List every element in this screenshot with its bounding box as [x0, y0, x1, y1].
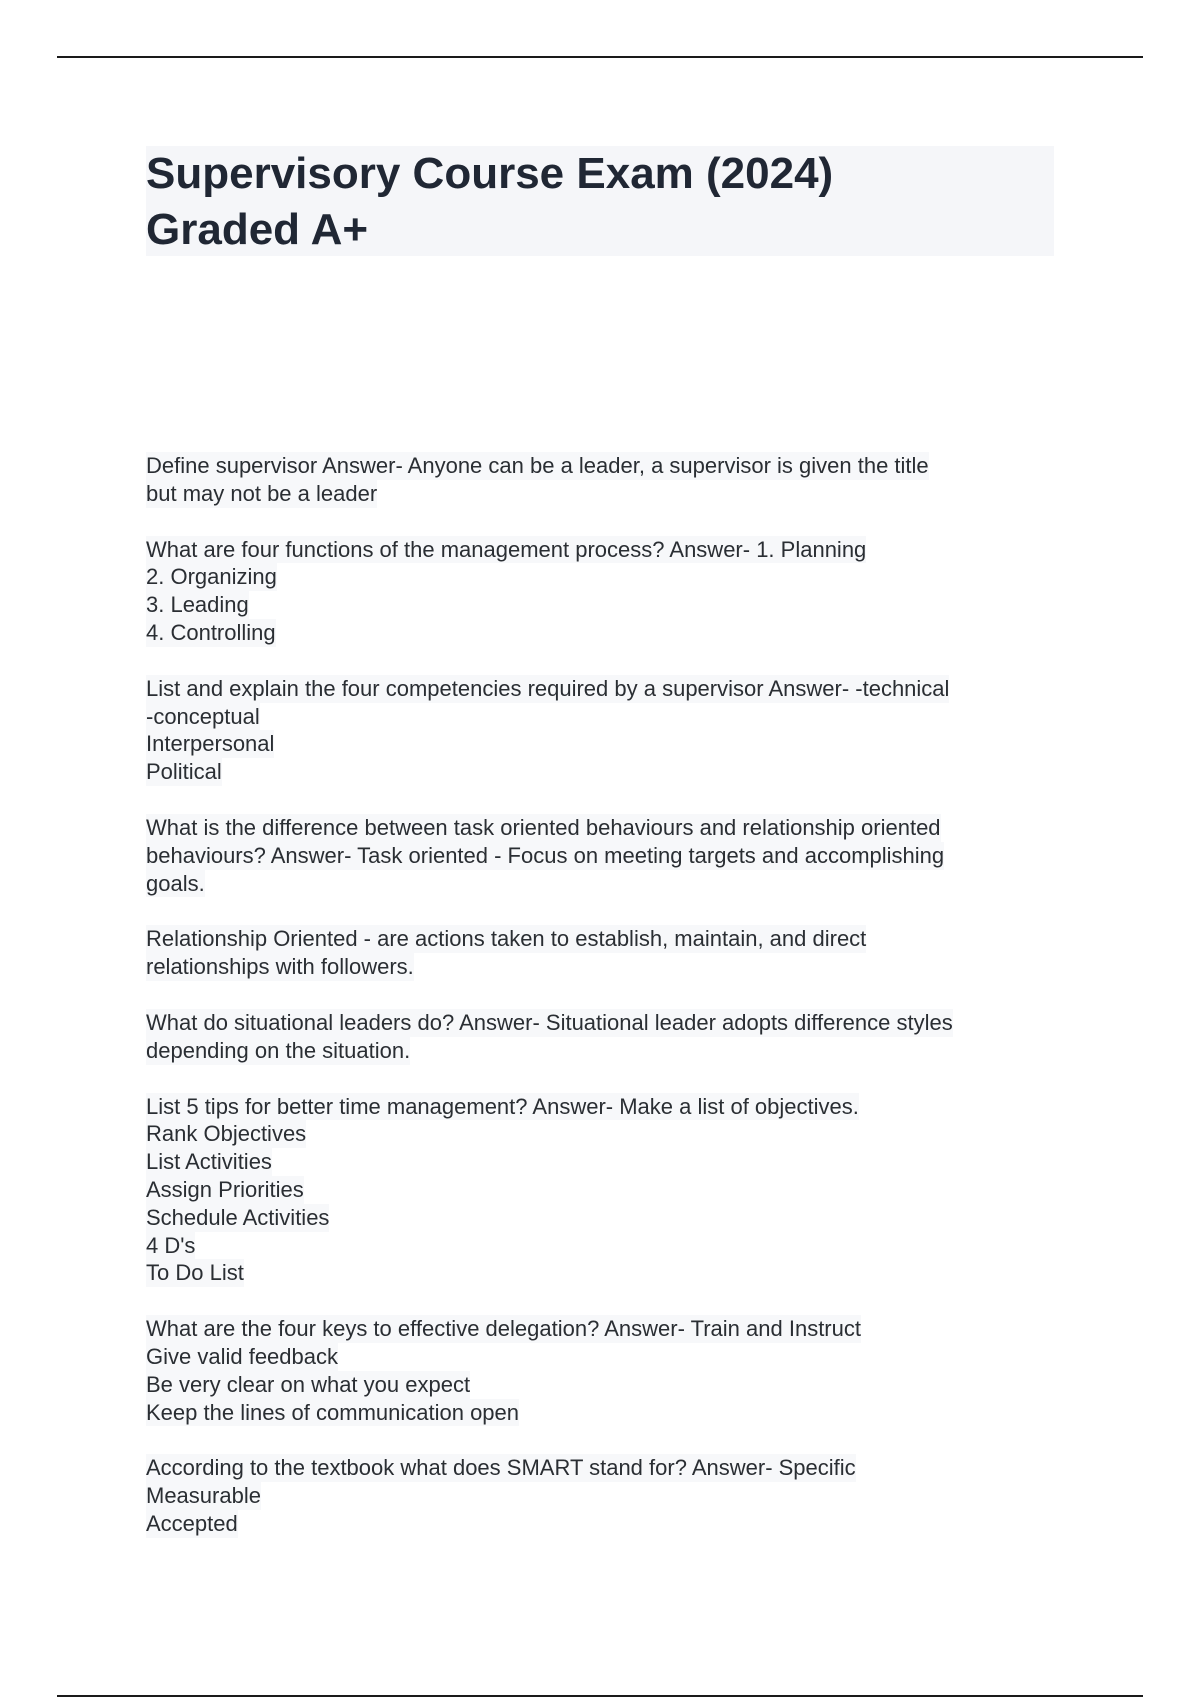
qa-line: Schedule Activities — [146, 1204, 330, 1230]
qa-line: What do situational leaders do? Answer- Situational leader adopts difference styles — [146, 1009, 953, 1035]
qa-line: List and explain the four competencies required by a supervisor Answer- -technical — [146, 675, 950, 701]
qa-line: 2. Organizing — [146, 564, 277, 590]
qa-item — [146, 925, 1066, 981]
qa-line: 4 D's — [146, 1232, 196, 1258]
qa-line: Measurable — [146, 1483, 261, 1509]
qa-line: 3. Leading — [146, 592, 249, 618]
qa-line: What are the four keys to effective delegation? Answer- Train and Instruct — [146, 1316, 861, 1342]
qa-line: Keep the lines of communication open — [146, 1399, 520, 1425]
qa-item — [146, 1009, 1066, 1065]
qa-line: behaviours? Answer- Task oriented - Focus on meeting targets and accomplishing — [146, 842, 945, 868]
qa-line: Give valid feedback — [146, 1343, 338, 1369]
qa-line: relationships with followers. — [146, 954, 414, 980]
exam-questions — [146, 452, 1066, 1566]
qa-line: What is the difference between task oriented behaviours and relationship oriented — [146, 814, 941, 840]
title-line-2: Graded A+ — [146, 205, 369, 254]
qa-line: -conceptual — [146, 703, 260, 729]
qa-line: Political — [146, 759, 222, 785]
qa-item — [146, 452, 1066, 508]
qa-line: According to the textbook what does SMART stand for? Answer- Specific — [146, 1455, 856, 1481]
qa-line: Assign Priorities — [146, 1176, 304, 1202]
document-title — [146, 146, 1054, 256]
qa-line: Accepted — [146, 1510, 238, 1536]
qa-line: Rank Objectives — [146, 1121, 307, 1147]
qa-line: List 5 tips for better time management? Answer- Make a list of objectives. — [146, 1093, 859, 1119]
qa-item — [146, 814, 1066, 897]
qa-line: depending on the situation. — [146, 1037, 411, 1063]
qa-item — [146, 536, 1066, 647]
qa-line: but may not be a leader — [146, 480, 378, 506]
qa-item — [146, 1093, 1066, 1288]
qa-line: Interpersonal — [146, 731, 275, 757]
qa-line: List Activities — [146, 1149, 272, 1175]
qa-item — [146, 1454, 1066, 1537]
qa-line: Define supervisor Answer- Anyone can be a leader, a supervisor is given the title — [146, 453, 929, 478]
qa-line: goals. — [146, 870, 205, 896]
title-line-1: Supervisory Course Exam (2024) — [146, 149, 834, 198]
header-rule — [57, 56, 1143, 58]
footer-rule — [57, 1695, 1143, 1697]
qa-line: Relationship Oriented - are actions taken to establish, maintain, and direct — [146, 926, 867, 952]
qa-line: What are four functions of the management process? Answer- 1. Planning — [146, 536, 867, 562]
qa-item — [146, 675, 1066, 786]
qa-line: To Do List — [146, 1260, 244, 1286]
qa-item — [146, 1315, 1066, 1426]
qa-line: Be very clear on what you expect — [146, 1371, 471, 1397]
qa-line: 4. Controlling — [146, 619, 276, 645]
